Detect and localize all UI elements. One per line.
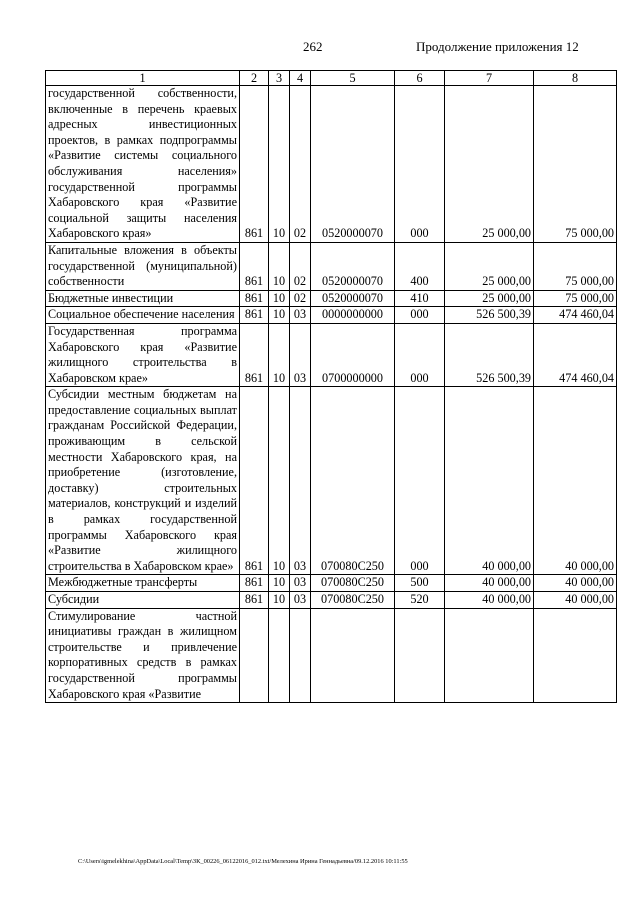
cell-subsection: 03: [290, 575, 311, 592]
column-header: 8: [534, 71, 617, 86]
cell-type: 410: [395, 290, 445, 307]
cell-section: 10: [269, 323, 290, 386]
cell-amount-1: 40 000,00: [445, 592, 534, 609]
cell-target: [311, 608, 395, 703]
cell-subsection: 03: [290, 307, 311, 324]
budget-table: [45, 70, 617, 703]
table-row: [46, 387, 617, 575]
column-header: 3: [269, 71, 290, 86]
cell-code: 861: [240, 592, 269, 609]
table-row: [46, 242, 617, 290]
cell-target: 070080С250: [311, 387, 395, 575]
cell-subsection: 03: [290, 592, 311, 609]
cell-section: 10: [269, 387, 290, 575]
cell-section: 10: [269, 307, 290, 324]
cell-code: 861: [240, 86, 269, 243]
column-header: 5: [311, 71, 395, 86]
cell-type: 520: [395, 592, 445, 609]
row-name: государственной собственности, включенные в перечень краевых адресных инвестиционных проектов, в рамках подпрограммы «Развитие системы социального обслуживания населения» государственной программы Хабаровского края «Развитие социальной защиты населения Хабаровского края»: [46, 86, 240, 243]
row-name: Субсидии: [46, 592, 240, 609]
cell-amount-2: 40 000,00: [534, 592, 617, 609]
column-header: 4: [290, 71, 311, 86]
row-name: Субсидии местным бюджетам на предоставление социальных выплат гражданам Российской Федерации, проживающим в сельской местности Хабаровского края, на приобретение (изготовление, доставку) строительных материалов, конструкций и изделий в рамках государственной программы Хабаровского края «Развитие жилищного строительства в Хабаровском крае»: [46, 387, 240, 575]
row-name: Социальное обеспечение населения: [46, 307, 240, 324]
cell-code: 861: [240, 290, 269, 307]
table-row: [46, 307, 617, 324]
cell-amount-2: 75 000,00: [534, 86, 617, 243]
cell-type: 500: [395, 575, 445, 592]
cell-code: [240, 608, 269, 703]
row-name: Межбюджетные трансферты: [46, 575, 240, 592]
table-row: [46, 86, 617, 243]
cell-target: 070080С250: [311, 575, 395, 592]
cell-amount-1: [445, 608, 534, 703]
cell-amount-1: 40 000,00: [445, 387, 534, 575]
cell-type: 000: [395, 307, 445, 324]
cell-code: 861: [240, 242, 269, 290]
cell-section: 10: [269, 86, 290, 243]
cell-section: 10: [269, 242, 290, 290]
cell-code: 861: [240, 575, 269, 592]
cell-section: [269, 608, 290, 703]
cell-target: 0520000070: [311, 242, 395, 290]
cell-amount-1: 526 500,39: [445, 307, 534, 324]
cell-subsection: 02: [290, 242, 311, 290]
cell-type: 000: [395, 86, 445, 243]
cell-target: 0000000000: [311, 307, 395, 324]
cell-target: 0520000070: [311, 290, 395, 307]
row-name: Капитальные вложения в объекты государственной (муниципальной) собственности: [46, 242, 240, 290]
page-number: 262: [303, 39, 323, 54]
cell-amount-1: 25 000,00: [445, 86, 534, 243]
table-row: [46, 575, 617, 592]
cell-amount-2: 474 460,04: [534, 307, 617, 324]
cell-type: 400: [395, 242, 445, 290]
cell-amount-1: 25 000,00: [445, 290, 534, 307]
cell-code: 861: [240, 307, 269, 324]
cell-type: 000: [395, 387, 445, 575]
cell-subsection: 02: [290, 86, 311, 243]
footer-file-path: C:\Users\igmelekhina\AppData\Local\Temp\ЗК_00226_06122016_012.txt/Мелехина Ирина Геннадьевна/09.12.2016 10:11:55: [78, 858, 408, 865]
cell-subsection: 02: [290, 290, 311, 307]
row-name: Бюджетные инвестиции: [46, 290, 240, 307]
cell-subsection: 03: [290, 323, 311, 386]
cell-amount-2: 474 460,04: [534, 323, 617, 386]
cell-code: 861: [240, 387, 269, 575]
cell-target: 0520000070: [311, 86, 395, 243]
cell-subsection: 03: [290, 387, 311, 575]
cell-target: 070080С250: [311, 592, 395, 609]
cell-amount-1: 40 000,00: [445, 575, 534, 592]
table-row: [46, 592, 617, 609]
table-row: [46, 608, 617, 703]
table-header-row: [46, 71, 617, 86]
column-header: 7: [445, 71, 534, 86]
column-header: 1: [46, 71, 240, 86]
row-name: Государственная программа Хабаровского края «Развитие жилищного строительства в Хабаровском крае»: [46, 323, 240, 386]
row-name: Стимулирование частной инициативы граждан в жилищном строительстве и привлечение корпоративных средств в рамках государственной программы Хабаровского края «Развитие: [46, 608, 240, 703]
cell-amount-2: 40 000,00: [534, 575, 617, 592]
cell-section: 10: [269, 592, 290, 609]
cell-section: 10: [269, 575, 290, 592]
cell-amount-2: 75 000,00: [534, 242, 617, 290]
cell-section: 10: [269, 290, 290, 307]
column-header: 2: [240, 71, 269, 86]
cell-target: 0700000000: [311, 323, 395, 386]
cell-type: 000: [395, 323, 445, 386]
table-row: [46, 290, 617, 307]
cell-amount-2: [534, 608, 617, 703]
column-header: 6: [395, 71, 445, 86]
table-row: [46, 323, 617, 386]
cell-amount-2: 40 000,00: [534, 387, 617, 575]
cell-type: [395, 608, 445, 703]
cell-subsection: [290, 608, 311, 703]
cell-amount-1: 25 000,00: [445, 242, 534, 290]
cell-amount-2: 75 000,00: [534, 290, 617, 307]
continuation-label: Продолжение приложения 12: [416, 39, 579, 54]
cell-amount-1: 526 500,39: [445, 323, 534, 386]
cell-code: 861: [240, 323, 269, 386]
